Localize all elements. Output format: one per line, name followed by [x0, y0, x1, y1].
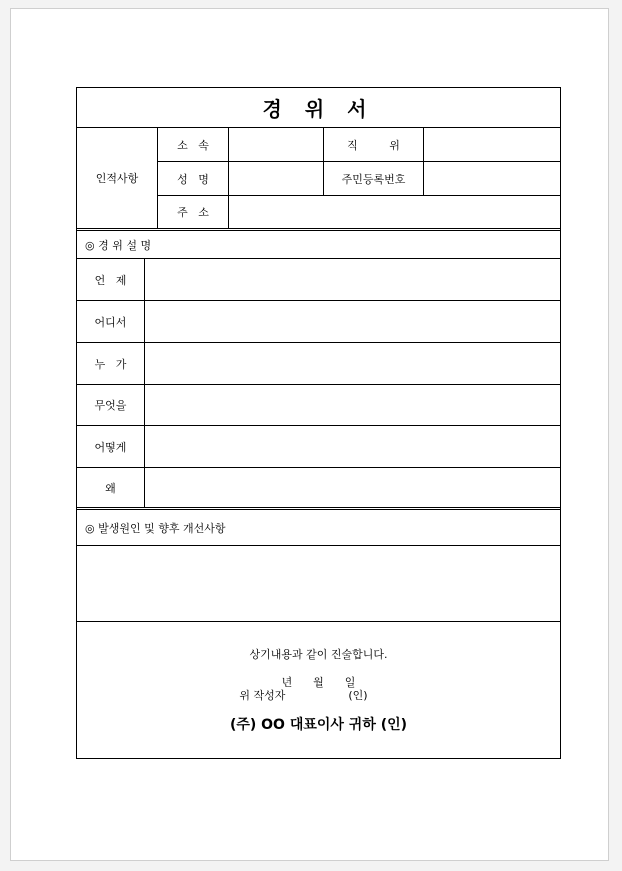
when-field[interactable]: [144, 259, 560, 300]
resident-id-label: 주민등록번호: [323, 162, 423, 195]
cause-field[interactable]: [77, 546, 560, 622]
personal-row-address: [157, 196, 560, 228]
closing-section: [77, 622, 560, 758]
personal-info-label: 인적사항: [95, 172, 139, 185]
resident-id-field[interactable]: [423, 162, 560, 195]
cause-header: ◎ 발생원인 및 향후 개선사항: [85, 521, 226, 535]
why-field[interactable]: [144, 468, 560, 507]
explanation-row-what: [77, 385, 560, 426]
personal-row-name: [157, 162, 560, 196]
statement-form: [76, 87, 561, 759]
what-field[interactable]: [144, 385, 560, 425]
personal-info-section: [77, 128, 560, 231]
address-label: 주 소: [157, 196, 228, 228]
affiliation-field[interactable]: [228, 128, 323, 161]
who-field[interactable]: [144, 343, 560, 384]
addressee-line: (주) OO 대표이사 귀하 (인): [229, 717, 408, 733]
name-label: 성 명: [157, 162, 228, 195]
explanation-row-why: [77, 468, 560, 510]
document-title: 경 위 서: [262, 97, 375, 121]
explanation-header-row: [77, 231, 560, 259]
personal-row-affiliation: [157, 128, 560, 162]
when-label: 언 제: [94, 273, 127, 287]
affiliation-label: 소 속: [157, 128, 228, 161]
where-label: 어디서: [94, 315, 127, 329]
title-row: [77, 88, 560, 128]
document-page: [10, 8, 609, 861]
where-field[interactable]: [144, 301, 560, 342]
explanation-header: ◎ 경 위 설 명: [85, 238, 152, 252]
closing-statement: 상기내용과 같이 진술합니다.: [249, 648, 388, 661]
cause-header-row: [77, 510, 560, 546]
explanation-row-when: [77, 259, 560, 301]
explanation-row-who: [77, 343, 560, 385]
who-label: 누 가: [94, 357, 127, 371]
position-field[interactable]: [423, 128, 560, 161]
address-field[interactable]: [228, 196, 560, 228]
explanation-row-how: [77, 426, 560, 468]
writer-line: 위 작성자 (인): [239, 689, 368, 702]
how-label: 어떻게: [94, 440, 127, 454]
how-field[interactable]: [144, 426, 560, 467]
date-line: 년 월 일: [281, 676, 356, 689]
what-label: 무엇을: [94, 399, 127, 412]
explanation-row-where: [77, 301, 560, 343]
why-label: 왜: [105, 481, 116, 495]
position-label: 직 위: [323, 128, 423, 161]
name-field[interactable]: [228, 162, 323, 195]
